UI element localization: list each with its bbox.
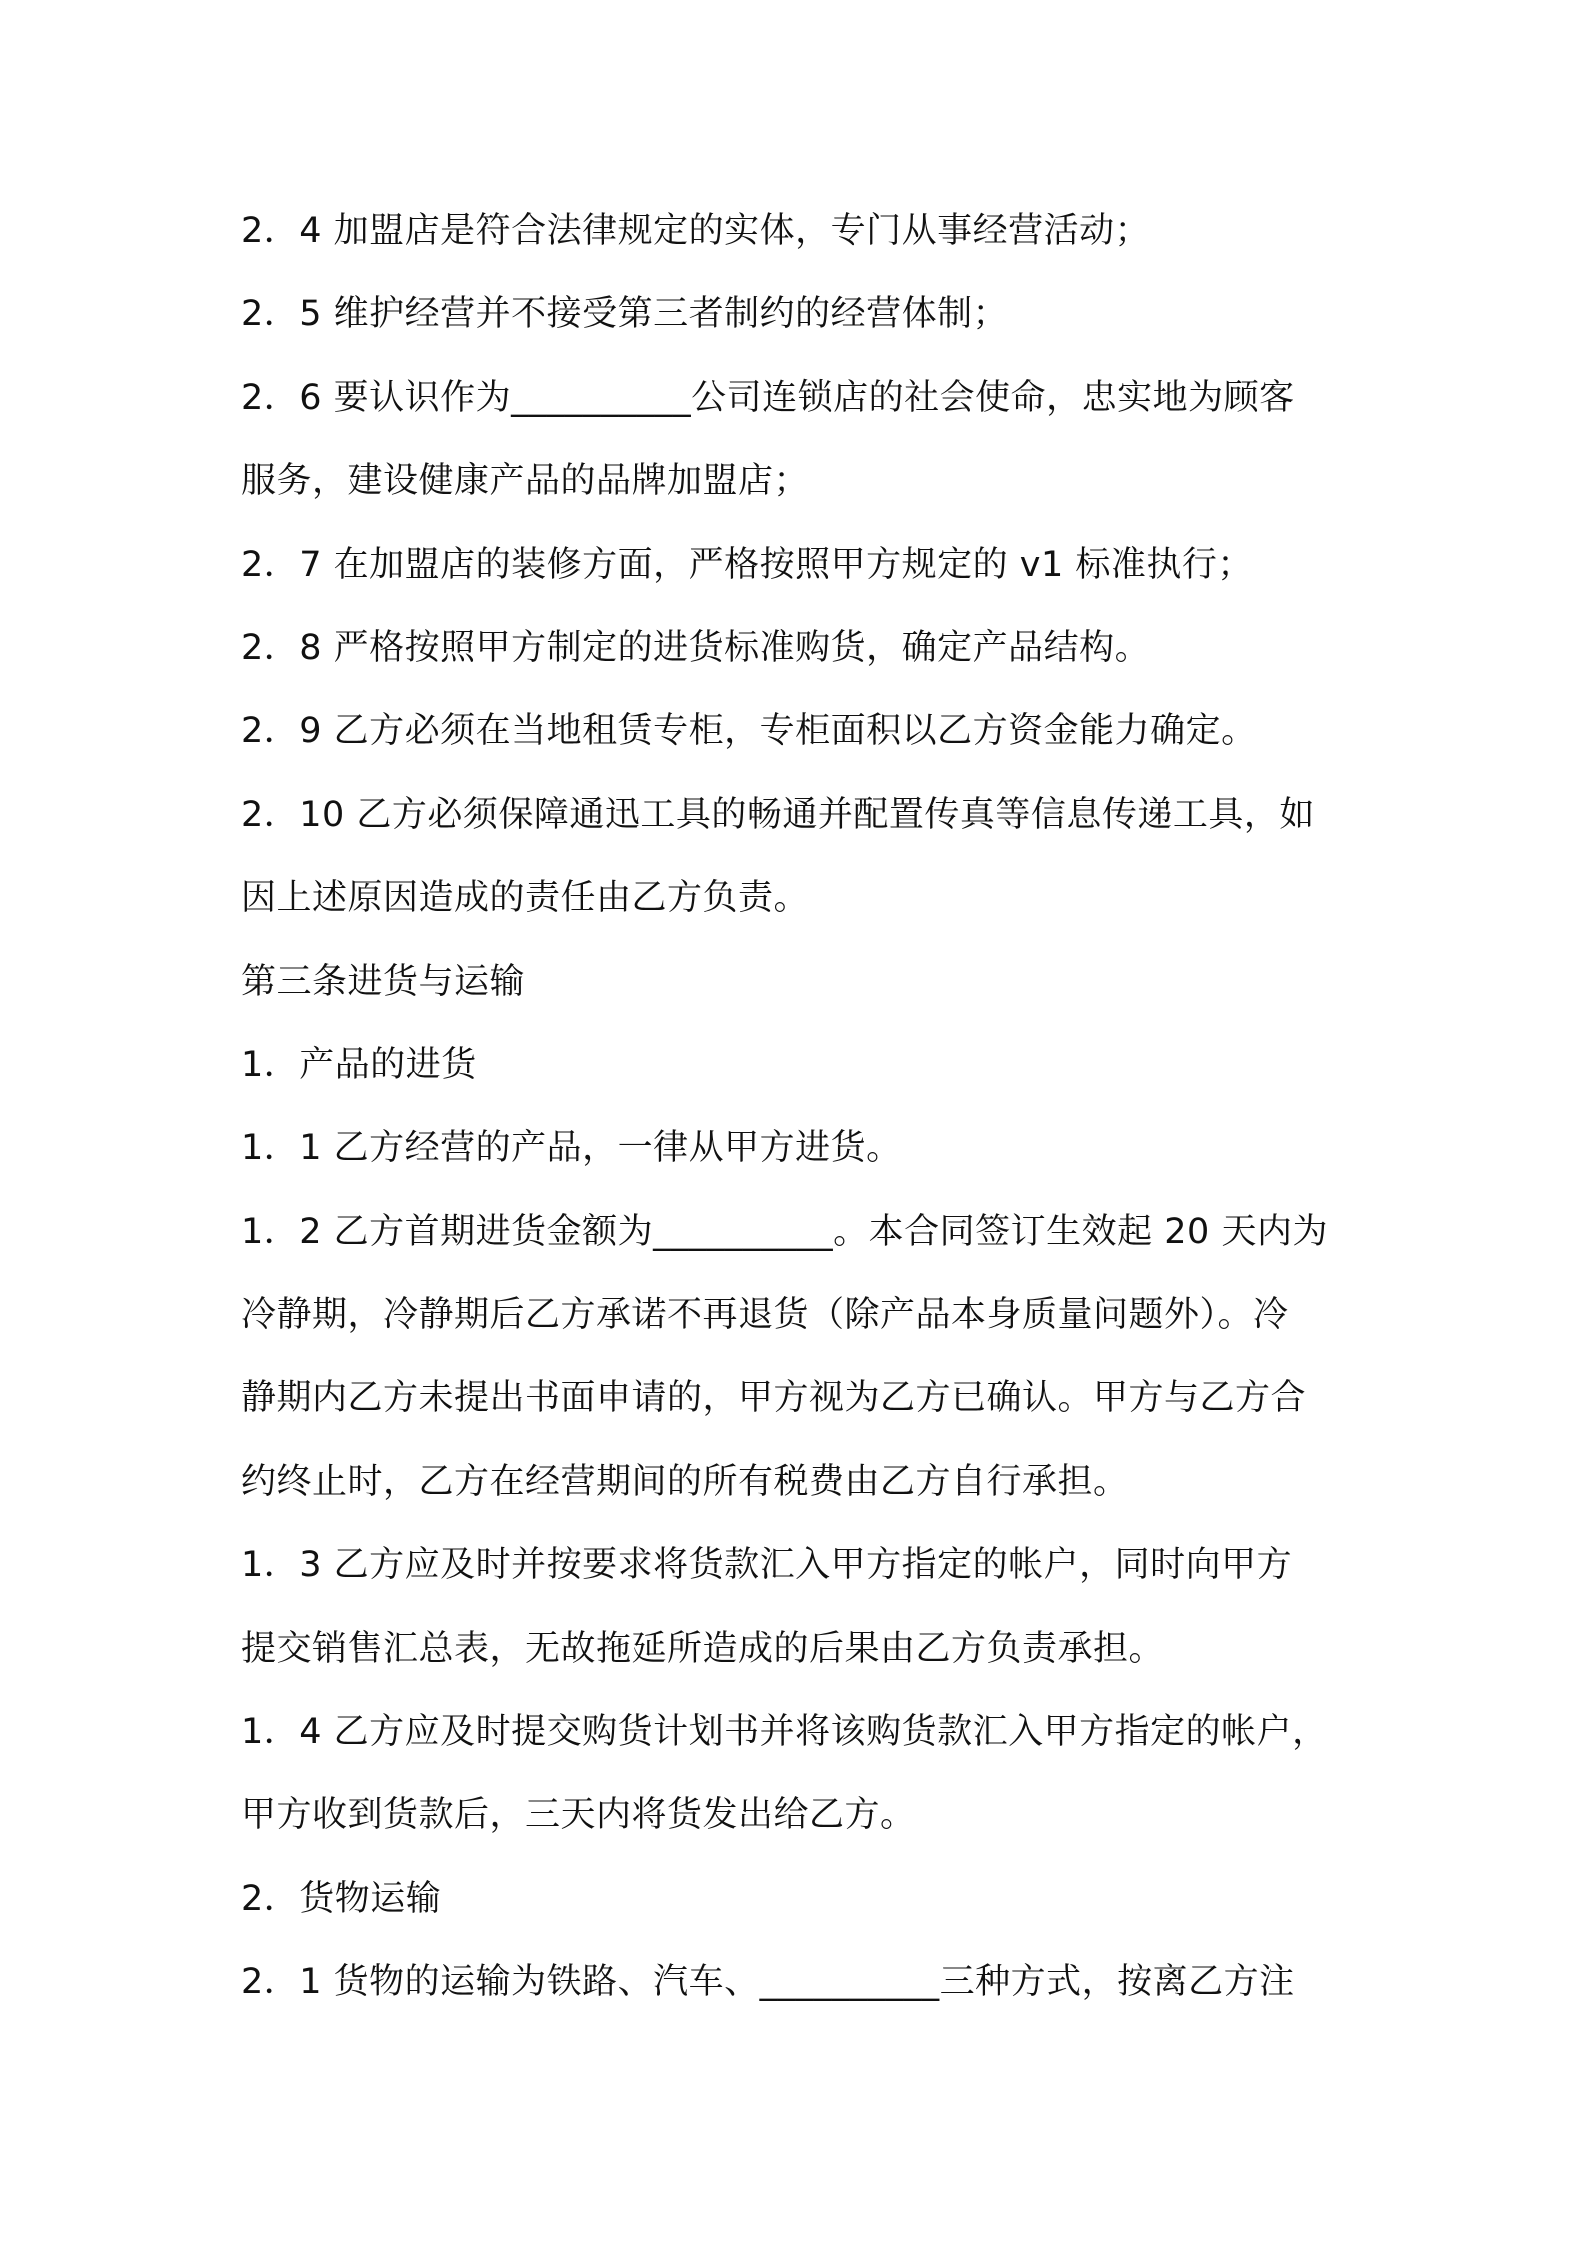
clause-1-4: 1．4 乙方应及时提交购货计划书并将该购货款汇入甲方指定的帐户，: [241, 1712, 1328, 1753]
clause-2-7: 2．7 在加盟店的装修方面，严格按照甲方规定的 v1 标准执行；: [241, 544, 1253, 585]
clause-1-2-cont-2: 静期内乙方未提出书面申请的，甲方视为乙方已确认。甲方与乙方合: [241, 1378, 1307, 1419]
clause-2-8: 2．8 严格按照甲方制定的进货标准购货，确定产品结构。: [241, 627, 1151, 668]
clause-2-5: 2．5 维护经营并不接受第三者制约的经营体制；: [241, 294, 1009, 335]
section-heading-article-3: 第三条进货与运输: [241, 961, 526, 1002]
clause-2-9: 2．9 乙方必须在当地租赁专柜，专柜面积以乙方资金能力确定。: [241, 711, 1257, 752]
clause-1-4-cont: 甲方收到货款后，三天内将货发出给乙方。: [241, 1795, 916, 1836]
clause-2-6: 2．6 要认识作为__________公司连锁店的社会使命，忠实地为顾客: [241, 377, 1295, 418]
clause-2-6-cont: 服务，建设健康产品的品牌加盟店；: [241, 461, 810, 502]
clause-1-3: 1．3 乙方应及时并按要求将货款汇入甲方指定的帐户，同时向甲方: [241, 1545, 1293, 1586]
clause-1-3-cont: 提交销售汇总表，无故拖延所造成的后果由乙方负责承担。: [241, 1628, 1165, 1669]
clause-1-2: 1．2 乙方首期进货金额为__________。本合同签订生效起 20 天内为: [241, 1211, 1328, 1252]
clause-1-1: 1．1 乙方经营的产品，一律从甲方进货。: [241, 1128, 902, 1169]
document-body: [241, 190, 1371, 2025]
clause-1-2-cont-3: 约终止时，乙方在经营期间的所有税费由乙方自行承担。: [241, 1461, 1129, 1502]
clause-2-4: 2．4 加盟店是符合法律规定的实体，专门从事经营活动；: [241, 211, 1151, 251]
clause-2-10-cont: 因上述原因造成的责任由乙方负责。: [241, 878, 810, 919]
clause-1-2-cont-1: 冷静期，冷静期后乙方承诺不再退货（除产品本身质量问题外）。冷: [241, 1295, 1289, 1336]
subsection-goods-transport: 2．货物运输: [241, 1878, 442, 1919]
subsection-product-purchase: 1．产品的进货: [241, 1044, 477, 1085]
clause-2-1: 2．1 货物的运输为铁路、汽车、__________三种方式，按离乙方注: [241, 1962, 1295, 2003]
clause-2-10: 2．10 乙方必须保障通迅工具的畅通并配置传真等信息传递工具，如: [241, 794, 1315, 835]
